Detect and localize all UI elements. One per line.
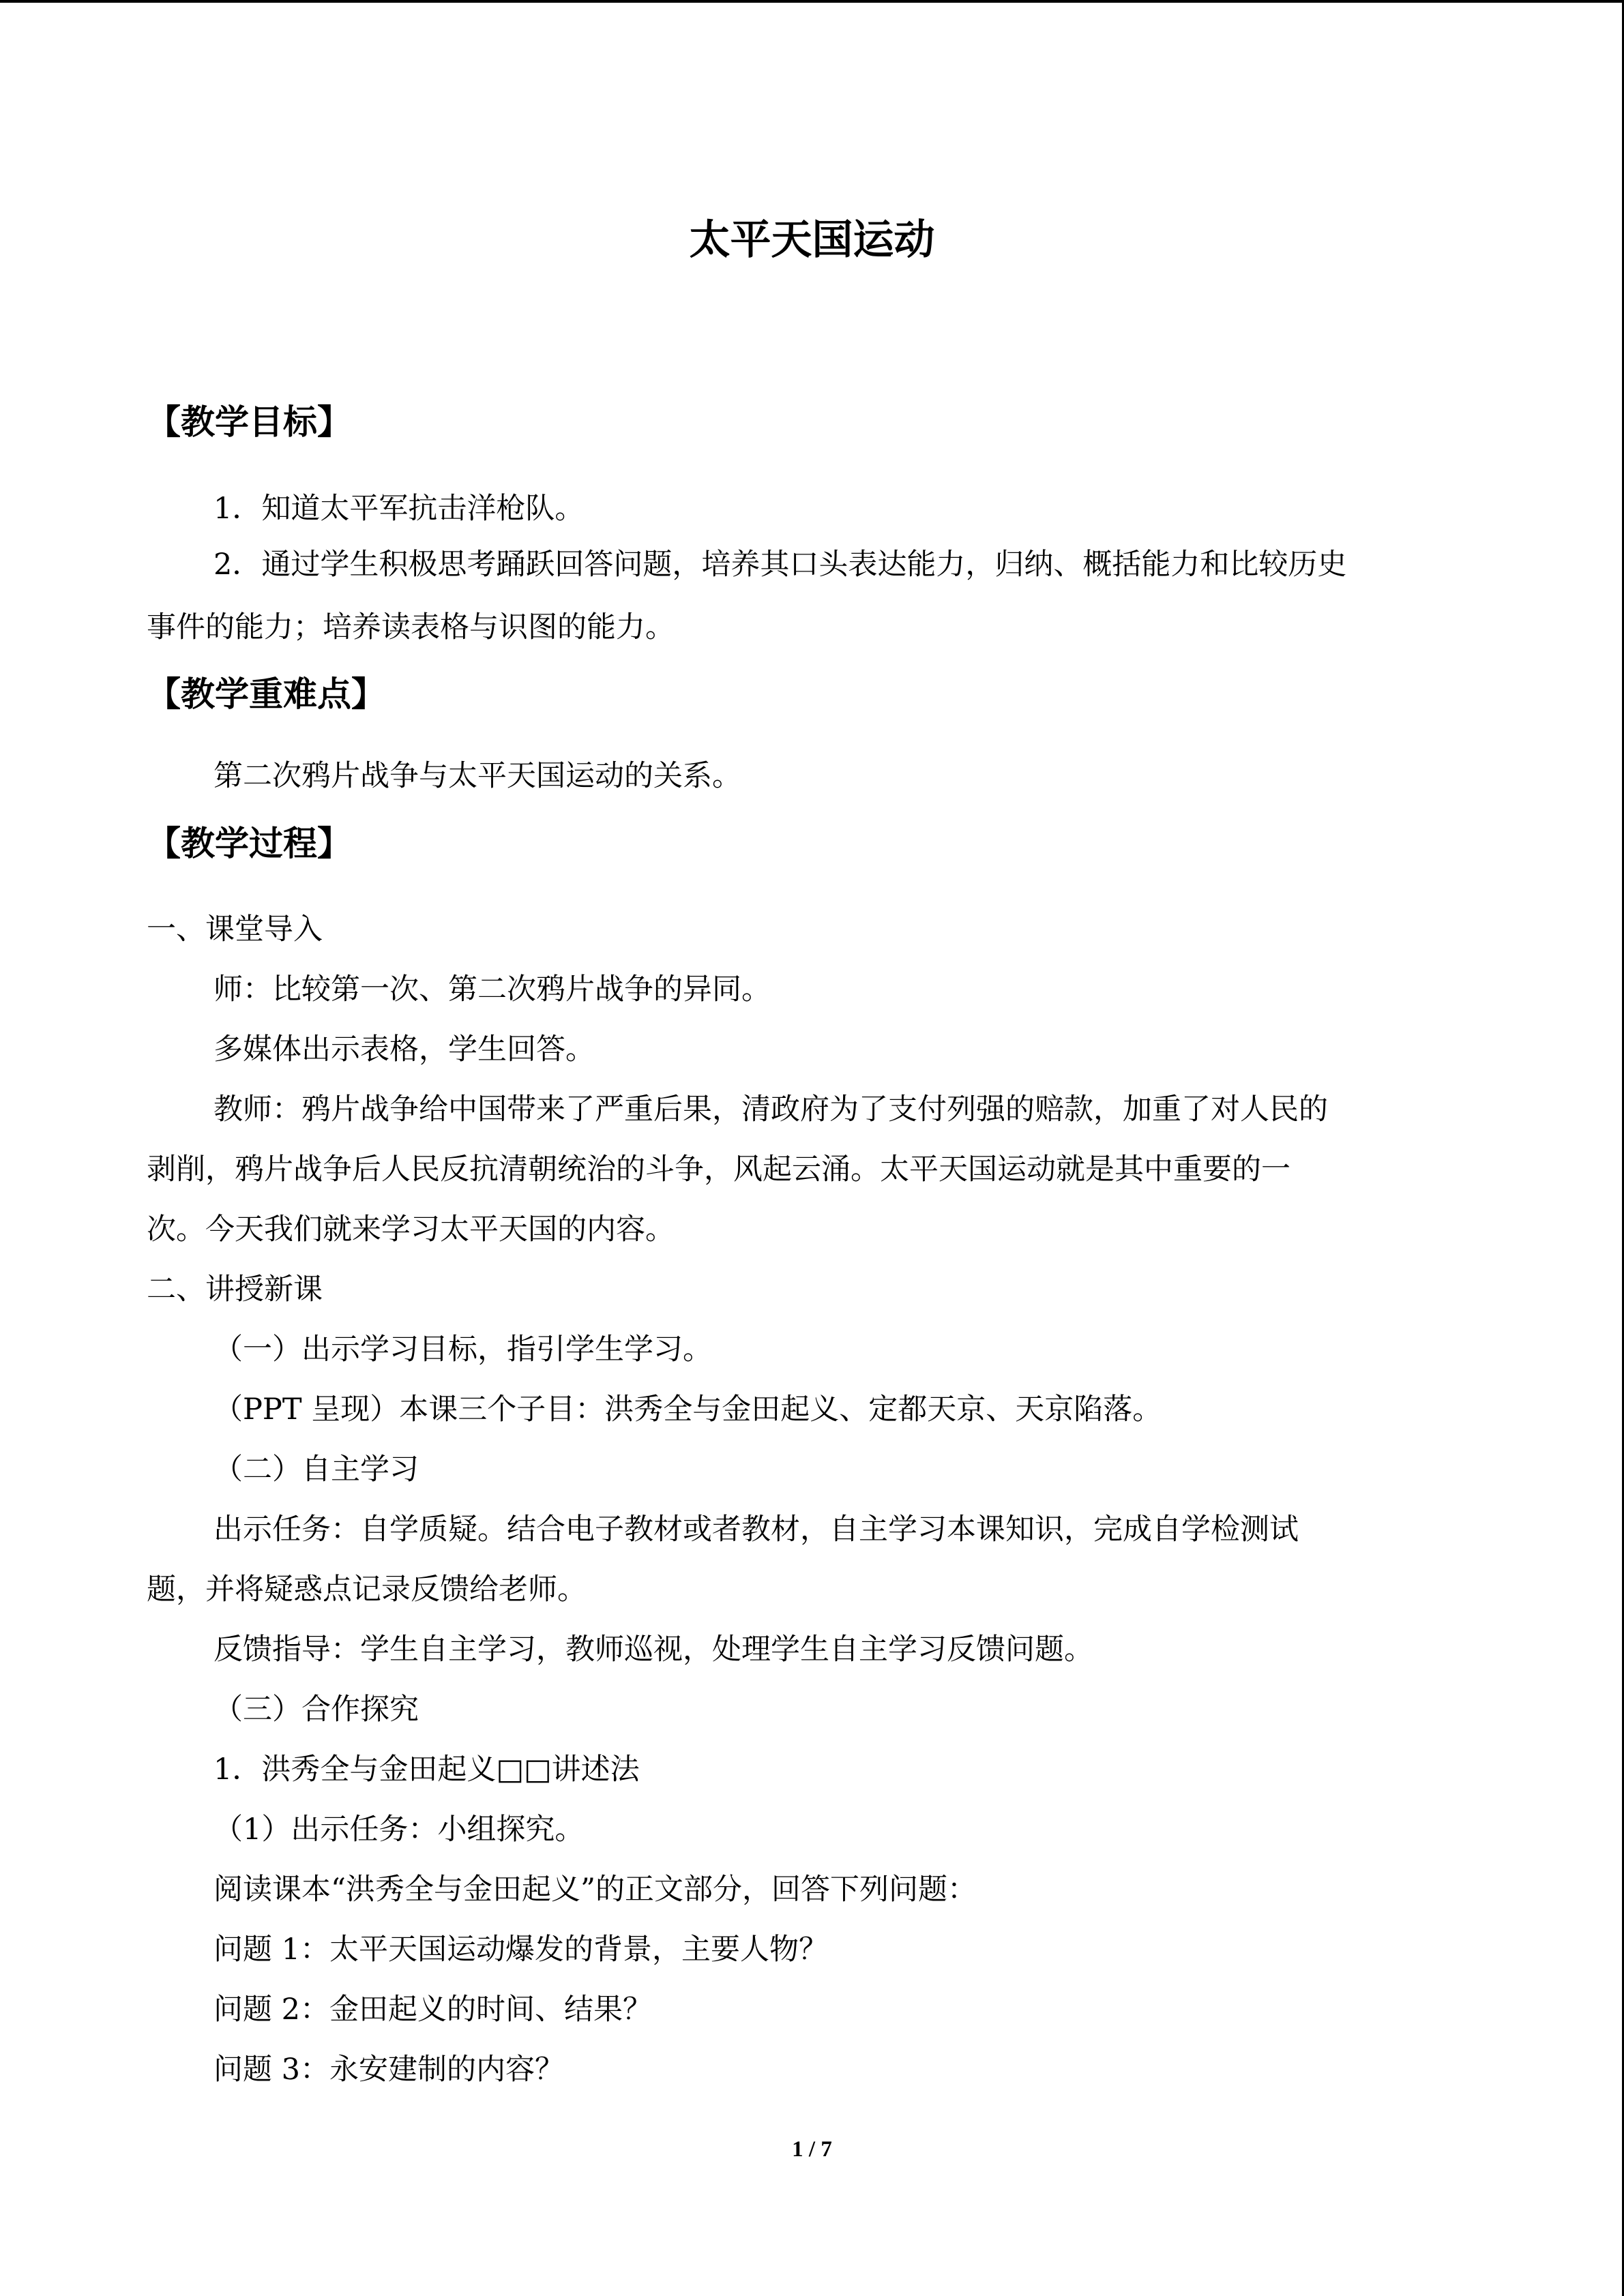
page-top-border — [0, 0, 1624, 3]
process-paragraph: （一）出示学习目标，指引学生学习。 — [213, 1332, 712, 1367]
section-heading-process: 【教学过程】 — [147, 824, 351, 863]
key-points-text: 第二次鸦片战争与太平天国运动的关系。 — [213, 759, 741, 793]
process-paragraph: 教师：鸦片战争给中国带来了严重后果，清政府为了支付列强的赔款，加重了对人民的 — [213, 1092, 1328, 1127]
question-1: 问题 1：太平天国运动爆发的背景，主要人物？ — [213, 1933, 829, 1967]
process-paragraph: 反馈指导：学生自主学习，教师巡视，处理学生自主学习反馈问题。 — [213, 1632, 1093, 1667]
section-heading-key-points: 【教学重难点】 — [147, 674, 385, 714]
process-paragraph: 剥削，鸦片战争后人民反抗清朝统治的斗争，风起云涌。太平天国运动就是其中重要的一 — [147, 1152, 1290, 1187]
question-2: 问题 2：金田起义的时间、结果？ — [213, 1993, 653, 2027]
process-paragraph: 题，并将疑惑点记录反馈给老师。 — [147, 1572, 587, 1607]
objective-item-2-line2: 事件的能力；培养读表格与识图的能力。 — [147, 610, 675, 644]
objective-item-2-line1: 2．通过学生积极思考踊跃回答问题，培养其口头表达能力，归纳、概括能力和比较历史 — [213, 548, 1347, 582]
process-paragraph: 师：比较第一次、第二次鸦片战争的异同。 — [213, 972, 771, 1007]
page-indicator: 1 / 7 — [792, 2137, 832, 2162]
question-3: 问题 3：永安建制的内容？ — [213, 2053, 565, 2087]
process-part2-title: 二、讲授新课 — [147, 1272, 323, 1307]
process-paragraph: 阅读课本“洪秀全与金田起义”的正文部分，回答下列问题： — [213, 1873, 977, 1907]
process-paragraph: 次。今天我们就来学习太平天国的内容。 — [147, 1212, 675, 1247]
process-paragraph: （三）合作探究 — [213, 1693, 419, 1727]
process-part1-title: 一、课堂导入 — [147, 912, 323, 946]
process-paragraph: （PPT 呈现）本课三个子目：洪秀全与金田起义、定都天京、天京陷落。 — [213, 1392, 1162, 1427]
document-title: 太平天国运动 — [689, 216, 935, 264]
process-paragraph: 1．洪秀全与金田起义□□讲述法 — [213, 1753, 640, 1787]
process-paragraph: 出示任务：自学质疑。结合电子教材或者教材，自主学习本课知识，完成自学检测试 — [213, 1512, 1299, 1547]
process-paragraph: 多媒体出示表格，学生回答。 — [213, 1032, 595, 1067]
process-paragraph: （1）出示任务：小组探究。 — [213, 1813, 585, 1847]
objective-item-1: 1．知道太平军抗击洋枪队。 — [213, 492, 585, 526]
process-paragraph: （二）自主学习 — [213, 1452, 419, 1487]
section-heading-objectives: 【教学目标】 — [147, 402, 351, 442]
